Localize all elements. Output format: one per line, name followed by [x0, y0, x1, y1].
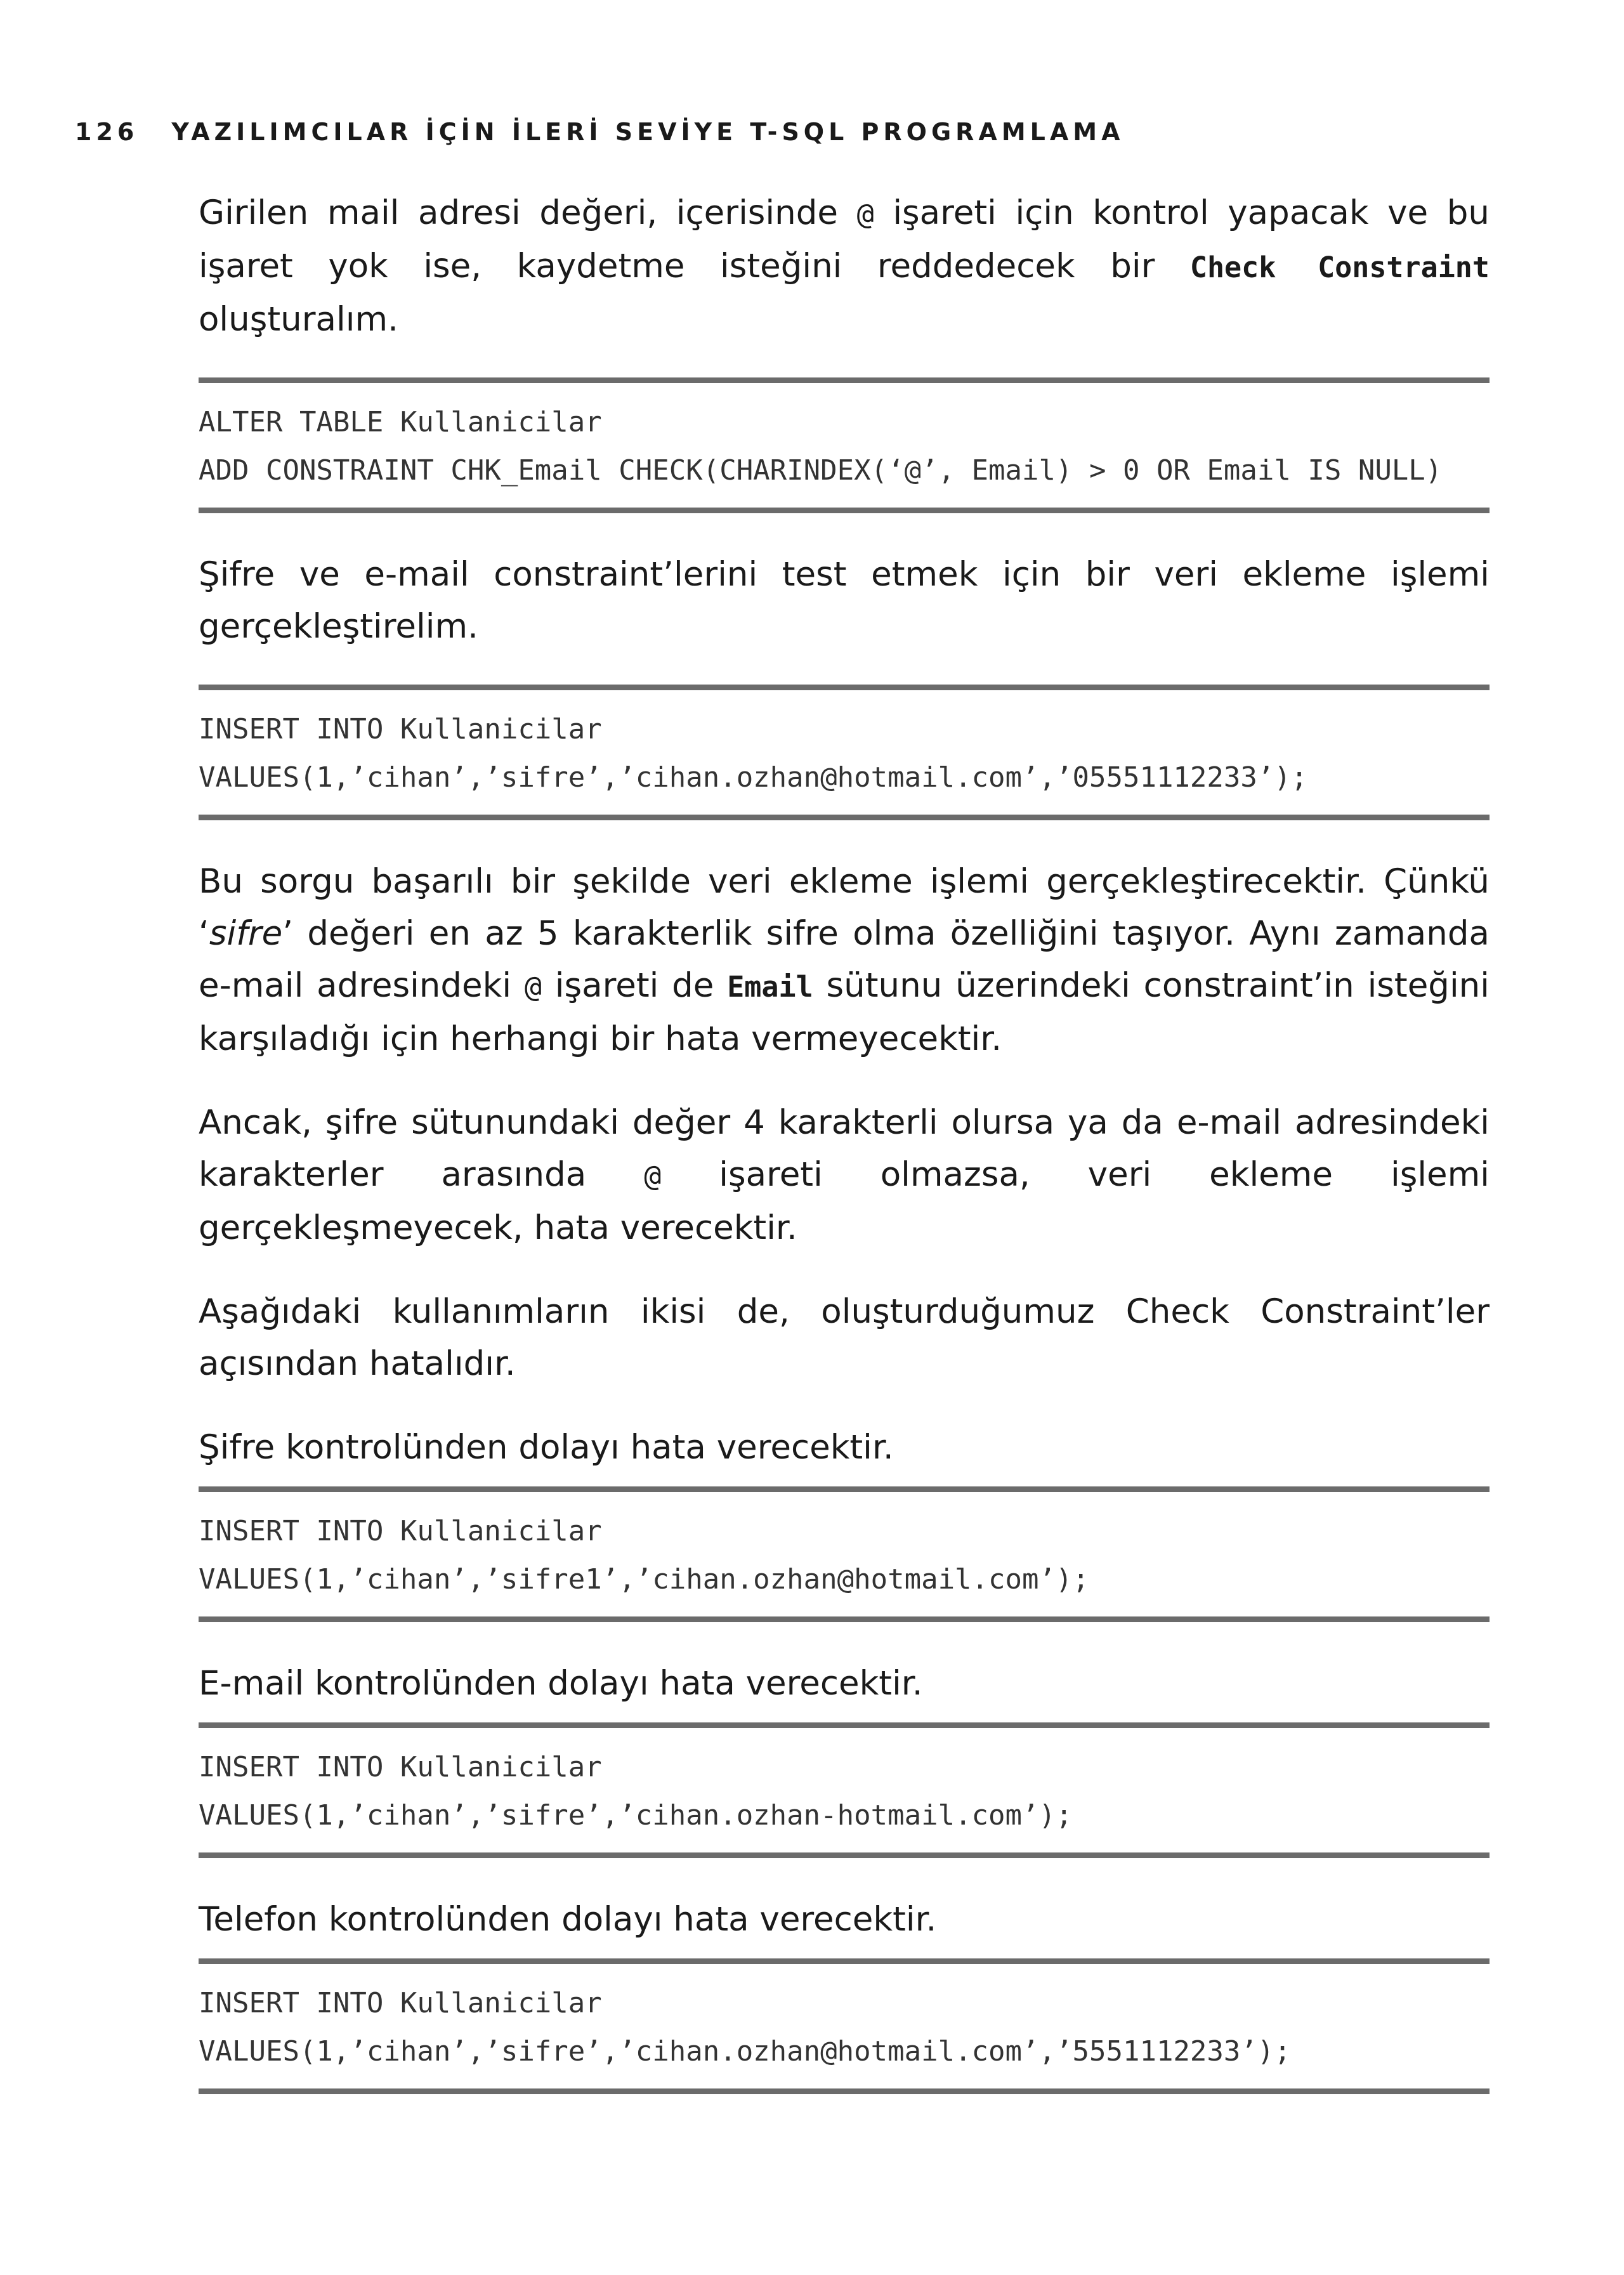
running-header — [75, 118, 1125, 146]
code-line: INSERT INTO Kullanicilar — [199, 713, 602, 745]
code-line: VALUES(1,’cihan’,’sifre’,’cihan.ozhan@hotmail.com’,’05551112233’); — [199, 761, 1308, 794]
text-run: ’ değeri en az 5 karakterlik sifre olma özelliğini taşıyor. Aynı zamanda e-mail adresindeki — [199, 914, 1490, 1005]
code-line: VALUES(1,’cihan’,’sifre1’,’cihan.ozhan@hotmail.com’); — [199, 1563, 1089, 1596]
text-run: Girilen mail adresi değeri, içerisinde — [199, 193, 857, 232]
code-block-insert-email-error — [199, 1722, 1490, 1858]
code-line: ALTER TABLE Kullanicilar — [199, 406, 602, 438]
code-block-insert-phone-error — [199, 1958, 1490, 2094]
inline-code-check-constraint: Check Constraint — [1189, 251, 1490, 284]
paragraph-phone-error: Telefon kontrolünden dolayı hata verecektir. — [199, 1900, 937, 1939]
text-run: işareti de — [541, 966, 728, 1005]
inline-code-at: @ — [644, 1159, 662, 1193]
code-block-insert-password-error — [199, 1486, 1490, 1622]
paragraph-both-invalid: Aşağıdaki kullanımların ikisi de, oluşturduğumuz Check Constraint’ler açısından hatalıdır. — [199, 1292, 1490, 1383]
paragraph-success — [199, 856, 1490, 1065]
text-run: oluşturalım. — [199, 300, 398, 339]
text-run: işareti için kontrol yapacak ve bu işaret yok ise, kaydetme isteğini reddedecek bir — [199, 193, 1490, 285]
paragraph-password-error: Şifre kontrolünden dolayı hata verecektir. — [199, 1428, 894, 1467]
page-body — [199, 187, 1490, 2130]
emphasis-sifre: sifre — [209, 914, 283, 953]
code-line: ADD CONSTRAINT CHK_Email CHECK(CHARINDEX(‘@’, Email) > 0 OR Email IS NULL) — [199, 454, 1443, 487]
code-line: INSERT INTO Kullanicilar — [199, 1751, 602, 1783]
code-block-alter-table — [199, 377, 1490, 513]
inline-code-at: @ — [856, 197, 874, 231]
text-run: Bu sorgu başarılı bir şekilde veri ekleme işlemi gerçekleştirecektir. Çünkü ‘ — [199, 862, 1490, 953]
book-title: YAZILIMCILAR İÇİN İLERİ SEVİYE T-SQL PROGRAMLAMA — [171, 118, 1125, 146]
paragraph-intro — [199, 187, 1490, 346]
paragraph-email-error: E-mail kontrolünden dolayı hata verecektir. — [199, 1664, 923, 1703]
inline-code-at: @ — [524, 970, 542, 1004]
code-line: INSERT INTO Kullanicilar — [199, 1515, 602, 1547]
text-run: sütunu üzerindeki constraint’in isteğini karşıladığı için herhangi bir hata vermeyecektir. — [199, 966, 1490, 1058]
paragraph-failure-conditions — [199, 1097, 1490, 1254]
paragraph-test: Şifre ve e-mail constraint’lerini test etmek için bir veri ekleme işlemi gerçekleştirelim. — [199, 555, 1490, 646]
page-number: 126 — [75, 118, 139, 146]
code-block-insert-valid — [199, 685, 1490, 820]
code-line: VALUES(1,’cihan’,’sifre’,’cihan.ozhan@hotmail.com’,’5551112233’); — [199, 2035, 1291, 2068]
code-line: VALUES(1,’cihan’,’sifre’,’cihan.ozhan-hotmail.com’); — [199, 1799, 1073, 1832]
inline-code-email: Email — [727, 970, 813, 1004]
text-run: işareti olmazsa, veri ekleme işlemi gerçekleşmeyecek, hata verecektir. — [199, 1155, 1490, 1247]
text-run: Ancak, şifre sütunundaki değer 4 karakterli olursa ya da e-mail adresindeki karakterler arasında — [199, 1103, 1490, 1194]
code-line: INSERT INTO Kullanicilar — [199, 1987, 602, 2019]
